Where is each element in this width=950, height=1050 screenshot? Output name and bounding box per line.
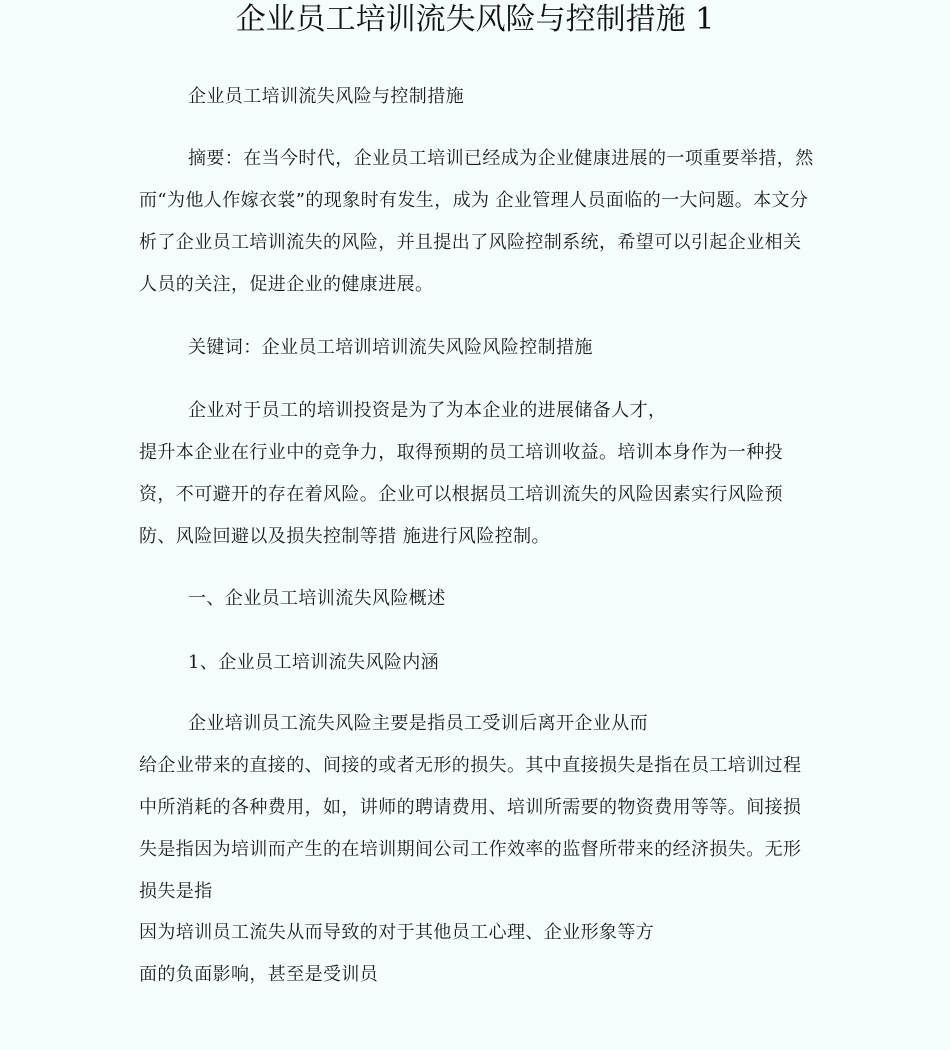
abstract-paragraph: 摘要：在当今时代，企业员工培训已经成为企业健康进展的一项重要举措，然而“为他人作嫁衣裳”的现象时有发生，成为 企业管理人员面临的一大问题。本文分析了企业员工培训流失的风险，并且提出了风险控制系统，希望可以引起企业相关人员的关注，促进企业的健康进展。 [139,148,814,295]
subsection-heading: 1、企业员工培训流失风险内涵 [188,652,440,673]
body-line: 因为培训员工流失从而导致的对于其他员工心理、企业形象等方 [139,922,655,943]
intro-paragraph: 提升本企业在行业中的竞争力，取得预期的员工培训收益。培训本身作为一种投资，不可避开的存在着风险。企业可以根据员工培训流失的风险因素实行风险预防、风险回避以及损失控制等措 施进行风险控制。 [139,442,783,547]
section-heading: 一、企业员工培训流失风险概述 [188,588,446,609]
keywords-paragraph: 关键词：企业员工培训培训流失风险风险控制措施 [188,337,593,358]
body-first-line: 企业培训员工流失风险主要是指员工受训后离开企业从而 [188,713,648,734]
document-title: 企业员工培训流失风险与控制措施 1 [235,2,715,37]
body-paragraph: 给企业带来的直接的、间接的或者无形的损失。其中直接损失是指在员工培训过程中所消耗的各种费用，如，讲师的聘请费用、培训所需要的物资费用等等。间接损失是指因为培训而产生的在培训期间公司工作效率的监督所带来的经济损失。无形损失是指 [139,755,802,902]
document-subtitle: 企业员工培训流失风险与控制措施 [188,86,464,107]
body-line: 面的负面影响，甚至是受训员 [139,964,379,985]
intro-first-line: 企业对于员工的培训投资是为了为本企业的进展储备人才， [188,400,667,421]
